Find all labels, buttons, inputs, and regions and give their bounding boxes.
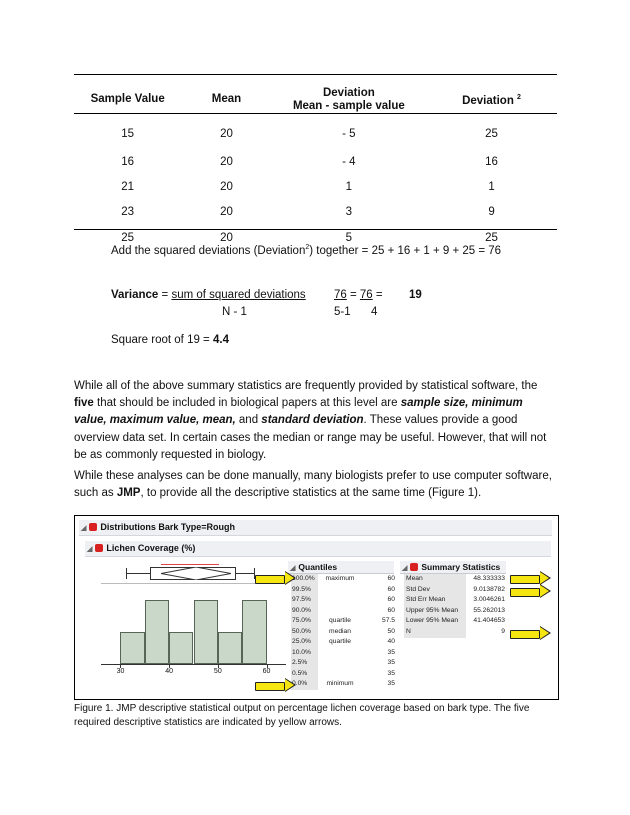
p1-text-4: . These values provide a good overview data set. In certain cases the median or range may be useful. However, that will not be as commonly requested in biology. bbox=[74, 414, 547, 461]
quantile-cell: 60 bbox=[387, 596, 395, 603]
fraction-eq2: = bbox=[372, 289, 386, 301]
quantile-cell: 35 bbox=[387, 680, 395, 687]
shortest-half-bracket bbox=[161, 564, 219, 565]
quantile-cell: 40 bbox=[387, 638, 395, 645]
table-cell: 25 bbox=[121, 231, 135, 244]
summary-value: 9.0138782 bbox=[473, 585, 505, 593]
red-triangle-menu-icon[interactable] bbox=[95, 544, 103, 552]
quantile-cell: 60 bbox=[387, 585, 395, 593]
summary-header[interactable] bbox=[400, 561, 506, 574]
sum-text-sup: 2 bbox=[305, 244, 310, 251]
lichen-coverage-header[interactable] bbox=[85, 541, 551, 557]
summary-label: Lower 95% Mean bbox=[406, 617, 459, 624]
quantile-cell: 35 bbox=[387, 648, 395, 656]
fraction2-numerator: 76 bbox=[359, 289, 373, 301]
quantiles-header[interactable] bbox=[288, 561, 394, 574]
p1-bold-five: five bbox=[74, 397, 94, 410]
axis-tick-label: 50 bbox=[213, 668, 222, 675]
table-cell: - 5 bbox=[342, 128, 356, 140]
quantile-cell: 35 bbox=[387, 659, 395, 666]
table-cell: 23 bbox=[121, 206, 135, 219]
table-cell: 21 bbox=[121, 180, 135, 193]
sum-text-a: Add the squared deviations (Deviation bbox=[111, 244, 306, 257]
quantile-cell: 100.0% bbox=[292, 575, 315, 582]
deviation-table bbox=[74, 80, 557, 250]
table-cell: 1 bbox=[488, 180, 495, 193]
quantile-cell: 10.0% bbox=[292, 648, 311, 656]
summary-value: 3.0046261 bbox=[473, 596, 505, 603]
disclosure-triangle-icon[interactable]: ◢ bbox=[402, 565, 408, 572]
table-row bbox=[74, 119, 557, 149]
quantile-cell: 75.0% bbox=[292, 617, 311, 624]
header-deviation-squared-text: Deviation bbox=[462, 94, 514, 107]
quantile-cell: 60 bbox=[387, 606, 395, 614]
fraction-row bbox=[334, 289, 386, 301]
quantile-cell: median bbox=[329, 627, 351, 635]
table-row bbox=[74, 174, 557, 199]
axis-tick-label: 40 bbox=[165, 668, 174, 675]
variance-equals: = bbox=[158, 289, 172, 301]
axis-tick-label: 30 bbox=[116, 668, 125, 675]
summary-label: Upper 95% Mean bbox=[406, 606, 459, 614]
summary-label: Mean bbox=[406, 575, 423, 582]
table-row bbox=[74, 149, 557, 174]
table-cell: 3 bbox=[345, 206, 353, 219]
quantile-cell: 50.0% bbox=[292, 627, 311, 635]
variance-numerator: sum of squared deviations bbox=[171, 289, 306, 301]
header-deviation-squared-sup: 2 bbox=[517, 94, 521, 102]
quantile-cell: 50 bbox=[387, 627, 395, 635]
fraction2-denominator: 4 bbox=[371, 306, 378, 318]
table-cell: 20 bbox=[220, 180, 233, 193]
fraction-eq1: = bbox=[346, 289, 360, 301]
quantiles-title: Quantiles bbox=[298, 562, 338, 572]
table-cell: 15 bbox=[121, 128, 135, 140]
quantile-cell: 90.0% bbox=[292, 606, 311, 614]
figure-caption: Figure 1. JMP descriptive statistical output on percentage lichen coverage based on bark type. The five required descriptive statistics are indicated by yellow arrows. bbox=[74, 703, 530, 728]
sum-text-b: ) together = 25 + 16 + 1 + 9 + 25 = 76 bbox=[309, 244, 502, 257]
summary-title: Summary Statistics bbox=[421, 562, 501, 572]
boxplot-min-cap bbox=[126, 568, 127, 579]
table-row bbox=[74, 200, 557, 225]
quantile-cell: 0.0% bbox=[292, 680, 308, 687]
arrow-std-dev-icon bbox=[510, 588, 540, 597]
variance-formula bbox=[111, 289, 306, 301]
table-cell: 20 bbox=[220, 155, 233, 168]
distributions-title: Distributions Bark Type=Rough bbox=[100, 522, 235, 532]
table-cell: - 4 bbox=[342, 155, 356, 168]
quantile-cell: 25.0% bbox=[292, 638, 311, 645]
quantile-cell: 97.5% bbox=[292, 596, 311, 603]
lichen-coverage-title: Lichen Coverage (%) bbox=[106, 543, 196, 553]
arrow-maximum-icon bbox=[255, 575, 285, 584]
variance-result: 19 bbox=[409, 289, 422, 301]
disclosure-triangle-icon[interactable]: ◢ bbox=[87, 546, 93, 553]
table-body bbox=[74, 119, 557, 250]
disclosure-triangle-icon[interactable]: ◢ bbox=[290, 565, 296, 572]
quantile-cell: quartile bbox=[329, 617, 351, 624]
table-top-rule bbox=[74, 74, 557, 75]
disclosure-triangle-icon[interactable]: ◢ bbox=[81, 525, 87, 532]
red-triangle-menu-icon[interactable] bbox=[89, 523, 97, 531]
histogram-bar bbox=[120, 632, 144, 664]
p2-bold-jmp: JMP bbox=[116, 487, 141, 500]
quantile-cell: 0.5% bbox=[292, 669, 308, 677]
table-cell: 1 bbox=[345, 180, 353, 193]
summary-label: Std Dev bbox=[406, 585, 430, 593]
quantile-cell: 60 bbox=[387, 575, 395, 582]
table-cell: 20 bbox=[220, 231, 233, 244]
p1-bold-italic-1: sample size, minimum value, maximum value, mean, bbox=[74, 397, 523, 427]
arrow-n-icon bbox=[510, 630, 540, 639]
header-deviation-line1: Deviation bbox=[322, 86, 375, 99]
histogram-bar bbox=[145, 600, 169, 664]
table-cell: 20 bbox=[220, 206, 233, 219]
table-cell: 16 bbox=[121, 155, 135, 168]
header-mean: Mean bbox=[211, 93, 242, 105]
sum-statement bbox=[111, 244, 501, 257]
header-sample-value: Sample Value bbox=[90, 93, 165, 105]
fraction1-numerator: 76 bbox=[334, 289, 347, 301]
arrow-mean-icon bbox=[510, 575, 540, 584]
summary-value: 41.404653 bbox=[473, 617, 505, 624]
p1-bold-italic-2: standard deviation bbox=[261, 414, 364, 427]
sqrt-statement bbox=[111, 334, 229, 346]
quantile-cell: minimum bbox=[326, 680, 354, 687]
quantile-cell: maximum bbox=[325, 575, 355, 582]
p1-text-2: that should be included in biological papers at this level are bbox=[93, 397, 401, 410]
p1-text-3: and bbox=[235, 414, 262, 427]
summary-value: 48.333333 bbox=[473, 575, 505, 582]
table-cell: 9 bbox=[488, 206, 495, 219]
paragraph-software bbox=[74, 468, 558, 502]
distributions-header[interactable] bbox=[79, 520, 552, 536]
fraction1-denominator: 5-1 bbox=[334, 306, 351, 318]
quantile-cell: 99.5% bbox=[292, 585, 311, 593]
summary-value: 9 bbox=[501, 627, 505, 635]
histogram-bar bbox=[194, 600, 218, 664]
axis-tick-label: 60 bbox=[262, 668, 271, 675]
sqrt-text: Square root of 19 = bbox=[111, 334, 213, 346]
histogram-bar bbox=[242, 600, 266, 664]
table-bottom-rule bbox=[74, 229, 557, 230]
table-cell: 25 bbox=[485, 231, 498, 244]
p2-text-2: , to provide all the descriptive statistics at the same time (Figure 1). bbox=[140, 487, 482, 500]
summary-value: 55.262013 bbox=[473, 606, 505, 614]
arrow-minimum-icon bbox=[255, 682, 285, 691]
quantile-cell: 2.5% bbox=[292, 659, 308, 666]
p2-text-1: While these analyses can be done manually, many biologists prefer to use computer software, such as bbox=[74, 470, 552, 500]
histogram-area bbox=[101, 588, 286, 665]
jmp-output-figure bbox=[74, 515, 559, 700]
sqrt-value: 4.4 bbox=[212, 334, 229, 346]
variance-label: Variance bbox=[111, 289, 159, 301]
header-deviation-line2: Mean - sample value bbox=[292, 99, 405, 112]
quantile-cell: 35 bbox=[387, 669, 395, 677]
quantile-cell: quartile bbox=[329, 638, 351, 645]
p1-text-1: While all of the above summary statistics are frequently provided by statistical software, the bbox=[74, 380, 538, 392]
table-header-rule bbox=[74, 113, 557, 114]
summary-label: N bbox=[406, 627, 411, 635]
quantile-cell: 57.5 bbox=[381, 617, 395, 624]
histogram-bar bbox=[218, 632, 242, 664]
table-cell: 25 bbox=[485, 128, 498, 140]
table-cell: 16 bbox=[485, 155, 498, 168]
table-cell: 5 bbox=[345, 231, 353, 244]
histogram-bar bbox=[169, 632, 193, 664]
table-cell: 20 bbox=[220, 128, 233, 140]
red-triangle-menu-icon[interactable] bbox=[410, 563, 418, 571]
mean-diamond bbox=[161, 567, 231, 580]
summary-label: Std Err Mean bbox=[406, 596, 446, 603]
paragraph-five-statistics bbox=[74, 378, 558, 464]
variance-denominator: N - 1 bbox=[222, 306, 247, 318]
